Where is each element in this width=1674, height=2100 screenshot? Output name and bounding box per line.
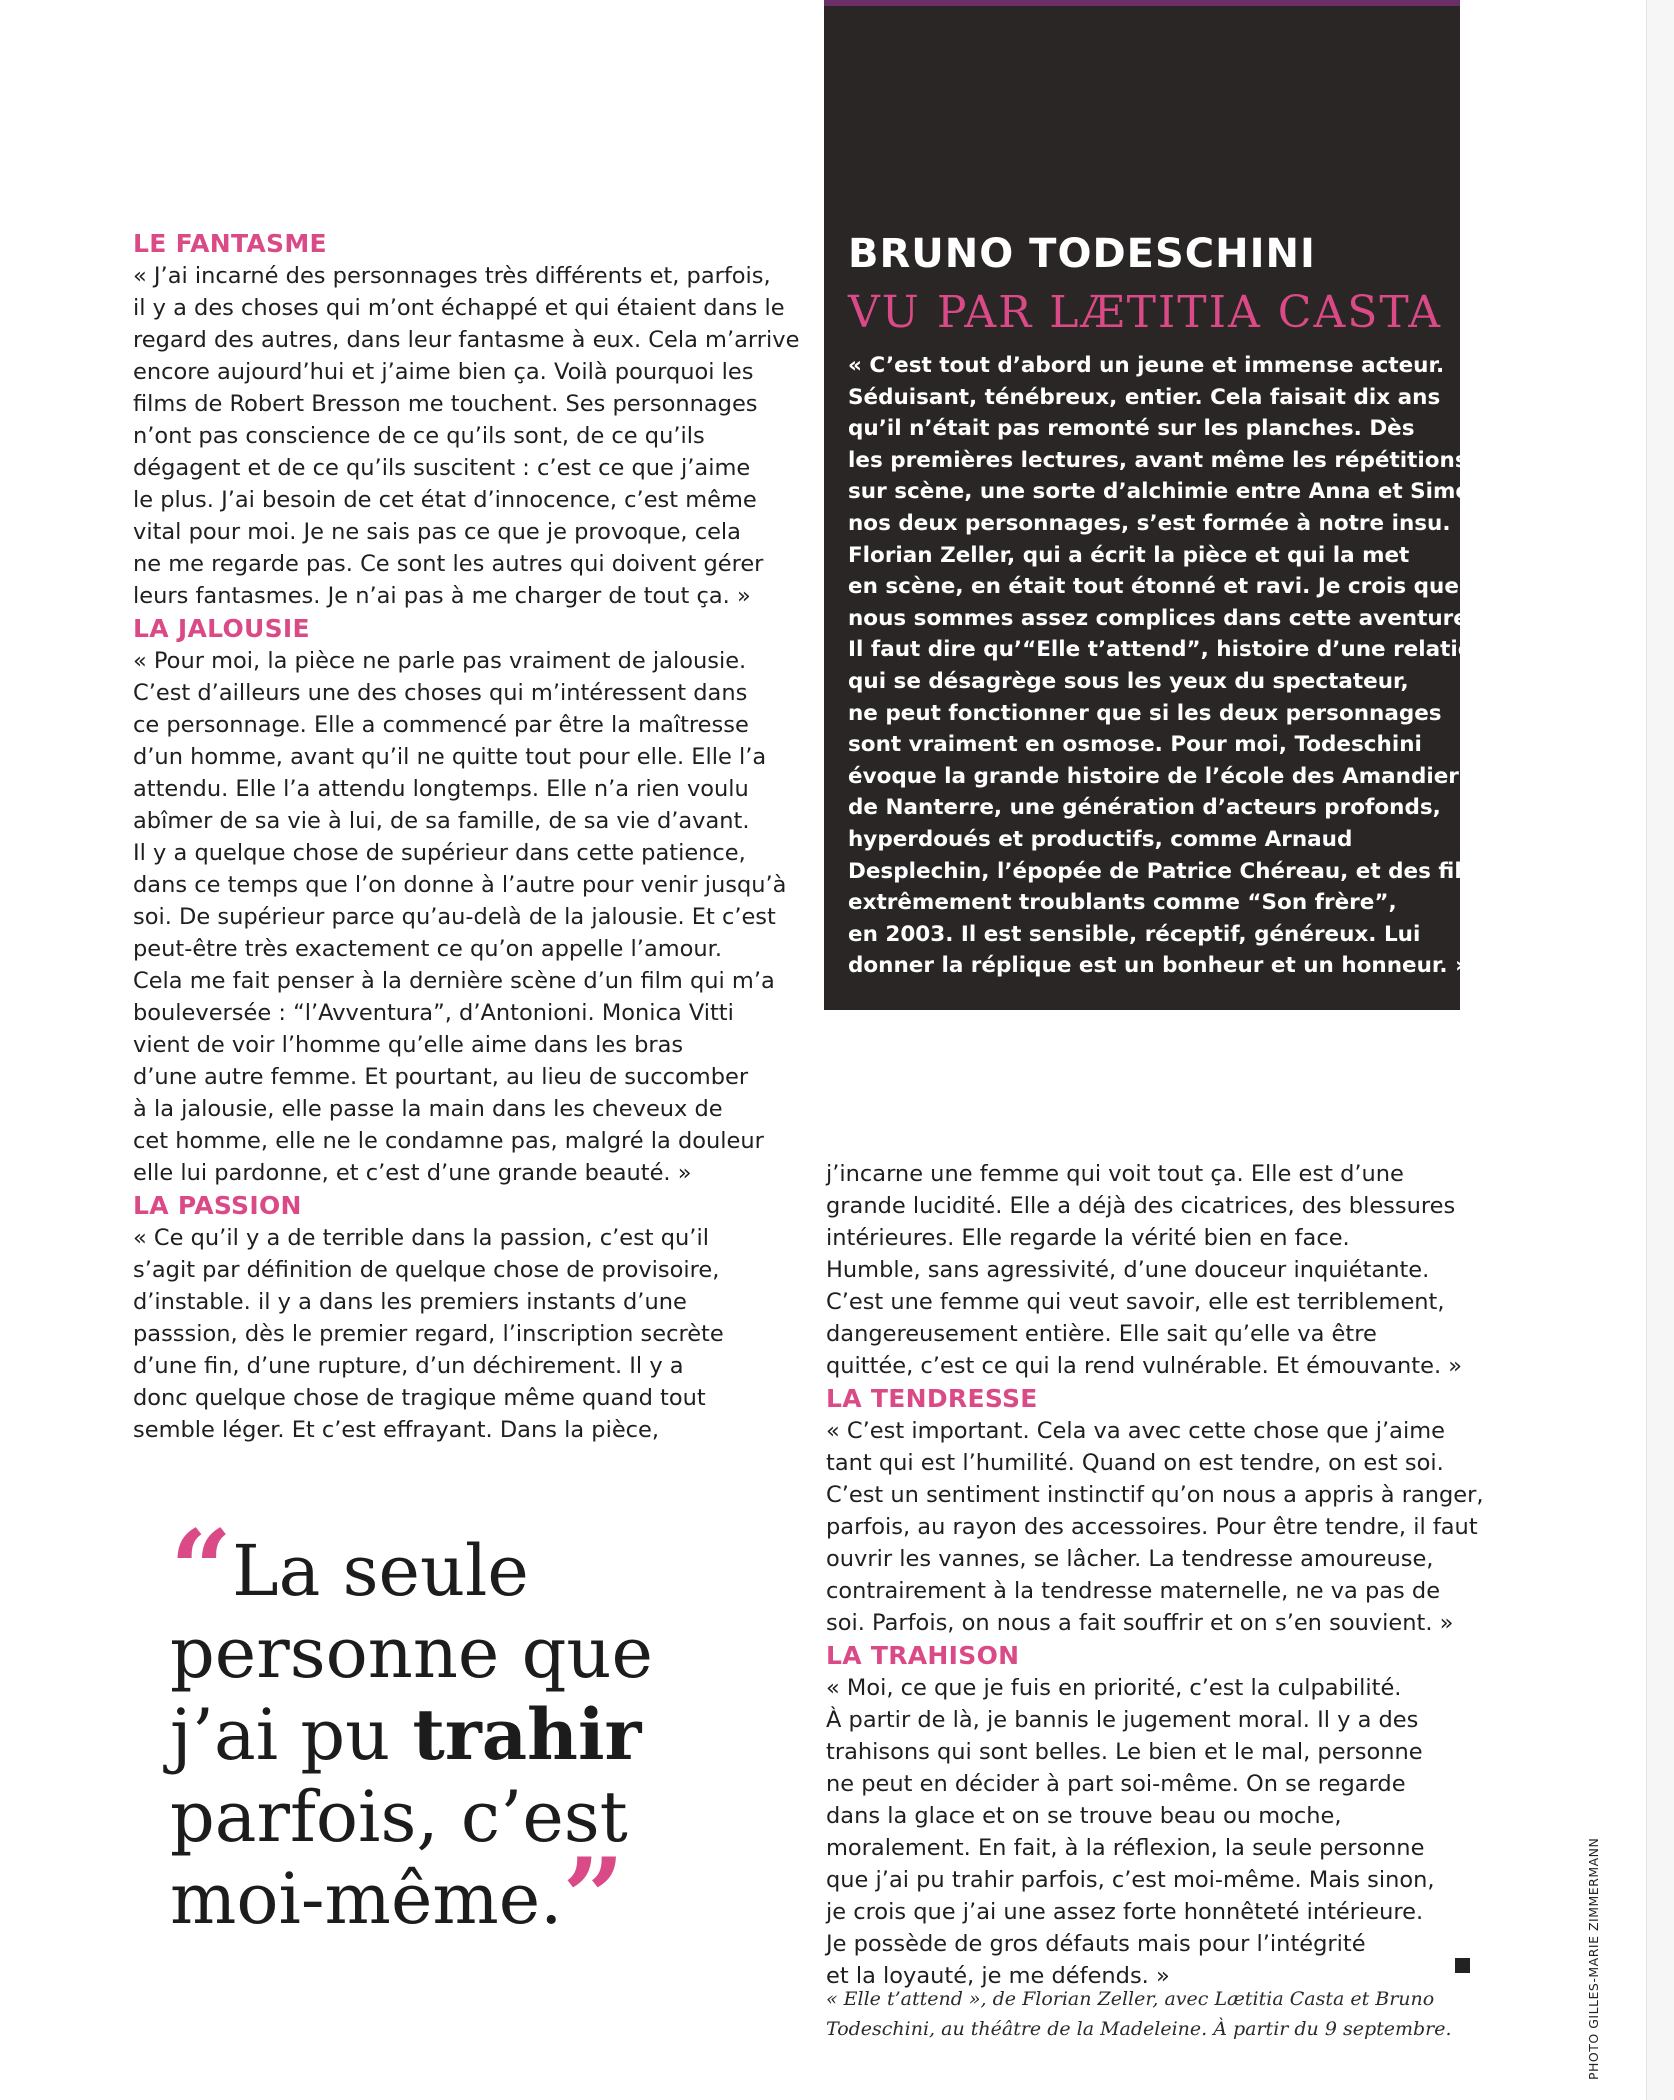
sidebar-top-strip bbox=[824, 0, 1460, 6]
paragraph-line: C’est d’ailleurs une des choses qui m’intéressent dans bbox=[133, 680, 748, 706]
paragraph-line: Cela me fait penser à la dernière scène d’un film qui m’a bbox=[133, 968, 775, 994]
paragraph-line: dans ce temps que l’on donne à l’autre pour venir jusqu’à bbox=[133, 872, 787, 898]
paragraph-line: je crois que j’ai une assez forte honnêteté intérieure. bbox=[826, 1899, 1424, 1925]
paragraph-line: « Ce qu’il y a de terrible dans la passion, c’est qu’il bbox=[133, 1225, 709, 1251]
pull-quote-text: j’ai pu bbox=[170, 1694, 413, 1776]
paragraph-line: moralement. En fait, à la réflexion, la seule personne bbox=[826, 1835, 1425, 1861]
paragraph-line: d’une fin, d’une rupture, d’un déchirement. Il y a bbox=[133, 1353, 684, 1379]
paragraph-line: leurs fantasmes. Je n’ai pas à me charger de tout ça. » bbox=[133, 583, 751, 609]
section-heading: LA TRAHISON bbox=[826, 1641, 1020, 1670]
article-section bbox=[133, 612, 787, 1189]
sidebar-line: les premières lectures, avant même les répétitions bbox=[848, 447, 1468, 473]
article-section bbox=[826, 1158, 1486, 1382]
sidebar-line: extrêmement troublants comme “Son frère”, bbox=[848, 890, 1397, 916]
paragraph-line: soi. Parfois, on nous a fait souffrir et on s’en souvient. » bbox=[826, 1610, 1454, 1636]
paragraph-line: vient de voir l’homme qu’elle aime dans les bras bbox=[133, 1032, 684, 1058]
paragraph-line: C’est un sentiment instinctif qu’on nous a appris à ranger, bbox=[826, 1482, 1484, 1508]
paragraph-line: le plus. J’ai besoin de cet état d’innocence, c’est même bbox=[133, 487, 757, 513]
sidebar-line: qui se désagrège sous les yeux du spectateur, bbox=[848, 668, 1409, 694]
pull-quote-text: La seule bbox=[232, 1530, 529, 1612]
paragraph-line: à la jalousie, elle passe la main dans les cheveux de bbox=[133, 1096, 723, 1122]
sidebar-title: BRUNO TODESCHINI bbox=[848, 231, 1316, 277]
paragraph-line: « J’ai incarné des personnages très différents et, parfois, bbox=[133, 263, 771, 289]
paragraph-line: n’ont pas conscience de ce qu’ils sont, de ce qu’ils bbox=[133, 423, 705, 449]
sidebar-line: en scène, en était tout étonné et ravi. Je crois que bbox=[848, 574, 1459, 600]
paragraph-line: cet homme, elle ne le condamne pas, malgré la douleur bbox=[133, 1128, 764, 1154]
section-heading: LE FANTASME bbox=[133, 229, 327, 258]
pull-quote-text: moi-même. bbox=[170, 1858, 563, 1940]
paragraph-line: contrairement à la tendresse maternelle, ne va pas de bbox=[826, 1578, 1441, 1604]
paragraph-line: « Pour moi, la pièce ne parle pas vraiment de jalousie. bbox=[133, 648, 747, 674]
paragraph-line: quittée, c’est ce qui la rend vulnérable. Et émouvante. » bbox=[826, 1353, 1463, 1379]
pull-quote-emphasis: trahir bbox=[412, 1693, 642, 1776]
show-caption bbox=[826, 1984, 1466, 2044]
open-quote-icon: “ bbox=[170, 1507, 233, 1633]
paragraph-line: bouleversée : “l’Avventura”, d’Antonioni. Monica Vitti bbox=[133, 1000, 734, 1026]
paragraph-line: encore aujourd’hui et j’aime bien ça. Voilà pourquoi les bbox=[133, 359, 754, 385]
article-section bbox=[826, 1382, 1486, 1639]
paragraph-line: elle lui pardonne, et c’est d’une grande beauté. » bbox=[133, 1160, 692, 1186]
paragraph-line: À partir de là, je bannis le jugement moral. Il y a des bbox=[826, 1707, 1419, 1733]
sidebar-line: Séduisant, ténébreux, entier. Cela faisait dix ans bbox=[848, 384, 1441, 410]
left-column bbox=[133, 227, 800, 1446]
sidebar-line: nos deux personnages, s’est formée à notre insu. bbox=[848, 510, 1451, 536]
sidebar-subtitle: VU PAR LÆTITIA CASTA bbox=[848, 287, 1443, 338]
pull-quote-line: personne que bbox=[170, 1612, 653, 1694]
paragraph-line: ouvrir les vannes, se lâcher. La tendresse amoureuse, bbox=[826, 1546, 1434, 1572]
sidebar-line: hyperdoués et productifs, comme Arnaud bbox=[848, 826, 1353, 852]
right-column bbox=[826, 1158, 1486, 1992]
article-section bbox=[826, 1639, 1486, 1992]
photo-credit: PHOTO GILLES-MARIE ZIMMERMANN bbox=[1586, 1837, 1601, 2080]
paragraph-line: regard des autres, dans leur fantasme à eux. Cela m’arrive bbox=[133, 327, 800, 353]
paragraph-line: d’une autre femme. Et pourtant, au lieu de succomber bbox=[133, 1064, 749, 1090]
article-section bbox=[133, 1189, 773, 1446]
sidebar-body bbox=[848, 350, 1497, 982]
paragraph-line: il y a des choses qui m’ont échappé et qui étaient dans le bbox=[133, 295, 785, 321]
sidebar-line: Florian Zeller, qui a écrit la pièce et qui la met bbox=[848, 542, 1410, 568]
pull-quote-line bbox=[170, 1835, 790, 1961]
sidebar-line: « C’est tout d’abord un jeune et immense acteur. bbox=[848, 353, 1445, 378]
pull-quote-line bbox=[170, 1694, 790, 1776]
paragraph-line: grande lucidité. Elle a déjà des cicatrices, des blessures bbox=[826, 1193, 1456, 1219]
sidebar-box bbox=[824, 0, 1497, 1010]
sidebar-line: nous sommes assez complices dans cette aventure. bbox=[848, 605, 1477, 631]
section-heading: LA TENDRESSE bbox=[826, 1384, 1038, 1413]
sidebar-line: sur scène, une sorte d’alchimie entre Anna et Simon, bbox=[848, 479, 1494, 505]
sidebar-line: donner la réplique est un bonheur et un honneur. » bbox=[848, 953, 1469, 979]
paragraph-line: films de Robert Bresson me touchent. Ses personnages bbox=[133, 391, 758, 417]
sidebar-line: en 2003. Il est sensible, réceptif, généreux. Lui bbox=[848, 921, 1421, 947]
paragraph-line: abîmer de sa vie à lui, de sa famille, de sa vie d’avant. bbox=[133, 808, 750, 834]
paragraph-line: ne peut en décider à part soi-même. On se regarde bbox=[826, 1771, 1406, 1797]
paragraph-line: Humble, sans agressivité, d’une douceur inquiétante. bbox=[826, 1257, 1430, 1283]
paragraph-line: peut-être très exactement ce qu’on appelle l’amour. bbox=[133, 936, 723, 962]
paragraph-line: dangereusement entière. Elle sait qu’elle va être bbox=[826, 1321, 1377, 1347]
paragraph-line: d’instable. il y a dans les premiers instants d’une bbox=[133, 1289, 687, 1315]
sidebar-line: qu’il n’était pas remonté sur les planches. Dès bbox=[848, 416, 1415, 442]
article-section bbox=[133, 227, 800, 612]
sidebar-line: évoque la grande histoire de l’école des Amandiers bbox=[848, 763, 1472, 789]
paragraph-line: intérieures. Elle regarde la vérité bien en face. bbox=[826, 1225, 1350, 1251]
paragraph-line: « Moi, ce que je fuis en priorité, c’est la culpabilité. bbox=[826, 1675, 1402, 1701]
paragraph-line: Il y a quelque chose de supérieur dans cette patience, bbox=[133, 840, 746, 866]
pull-quote-line bbox=[170, 1507, 790, 1633]
sidebar-line: Desplechin, l’épopée de Patrice Chéreau, et des films bbox=[848, 858, 1497, 884]
paragraph-line: attendu. Elle l’a attendu longtemps. Elle n’a rien voulu bbox=[133, 776, 749, 802]
pull-quote-line: parfois, c’est bbox=[170, 1776, 628, 1858]
paragraph-line: soi. De supérieur parce qu’au-delà de la jalousie. Et c’est bbox=[133, 904, 776, 930]
paragraph-line: et la loyauté, je me défends. » bbox=[826, 1963, 1170, 1989]
paragraph-line: Je possède de gros défauts mais pour l’intégrité bbox=[826, 1931, 1366, 1957]
paragraph-line: dégagent et de ce qu’ils suscitent : c’est ce que j’aime bbox=[133, 455, 751, 481]
page-edge bbox=[1646, 0, 1674, 2100]
paragraph-line: donc quelque chose de tragique même quand tout bbox=[133, 1385, 706, 1411]
paragraph-line: « C’est important. Cela va avec cette chose que j’aime bbox=[826, 1418, 1445, 1444]
caption-line: Todeschini, au théâtre de la Madeleine. À partir du 9 septembre. bbox=[826, 2018, 1452, 2040]
paragraph-line: s’agit par définition de quelque chose de provisoire, bbox=[133, 1257, 720, 1283]
caption-line: « Elle t’attend », de Florian Zeller, avec Lætitia Casta et Bruno bbox=[826, 1988, 1435, 2010]
paragraph-line: semble léger. Et c’est effrayant. Dans la pièce, bbox=[133, 1417, 660, 1443]
paragraph-line: C’est une femme qui veut savoir, elle est terriblement, bbox=[826, 1289, 1445, 1315]
paragraph-line: trahisons qui sont belles. Le bien et le mal, personne bbox=[826, 1739, 1423, 1765]
sidebar-line: ne peut fonctionner que si les deux personnages bbox=[848, 700, 1442, 726]
section-heading: LA JALOUSIE bbox=[133, 614, 310, 643]
paragraph-line: que j’ai pu trahir parfois, c’est moi-même. Mais sinon, bbox=[826, 1867, 1435, 1893]
paragraph-line: ne me regarde pas. Ce sont les autres qui doivent gérer bbox=[133, 551, 764, 577]
pull-quote bbox=[170, 1507, 790, 1961]
sidebar-line: de Nanterre, une génération d’acteurs profonds, bbox=[848, 795, 1441, 821]
paragraph-line: j’incarne une femme qui voit tout ça. Elle est d’une bbox=[826, 1161, 1404, 1187]
paragraph-line: parfois, au rayon des accessoires. Pour être tendre, il faut bbox=[826, 1514, 1478, 1540]
paragraph-line: ce personnage. Elle a commencé par être la maîtresse bbox=[133, 712, 749, 738]
close-quote-icon: ” bbox=[562, 1835, 625, 1961]
paragraph-line: vital pour moi. Je ne sais pas ce que je provoque, cela bbox=[133, 519, 741, 545]
section-heading: LA PASSION bbox=[133, 1191, 302, 1220]
end-of-article-icon bbox=[1455, 1958, 1470, 1973]
paragraph-line: d’un homme, avant qu’il ne quitte tout pour elle. Elle l’a bbox=[133, 744, 767, 770]
paragraph-line: tant qui est l’humilité. Quand on est tendre, on est soi. bbox=[826, 1450, 1444, 1476]
sidebar-line: sont vraiment en osmose. Pour moi, Todeschini bbox=[848, 732, 1422, 758]
sidebar-line: Il faut dire qu’“Elle t’attend”, histoire d’une relation bbox=[848, 637, 1488, 663]
paragraph-line: dans la glace et on se trouve beau ou moche, bbox=[826, 1803, 1342, 1829]
paragraph-line: passsion, dès le premier regard, l’inscription secrète bbox=[133, 1321, 724, 1347]
